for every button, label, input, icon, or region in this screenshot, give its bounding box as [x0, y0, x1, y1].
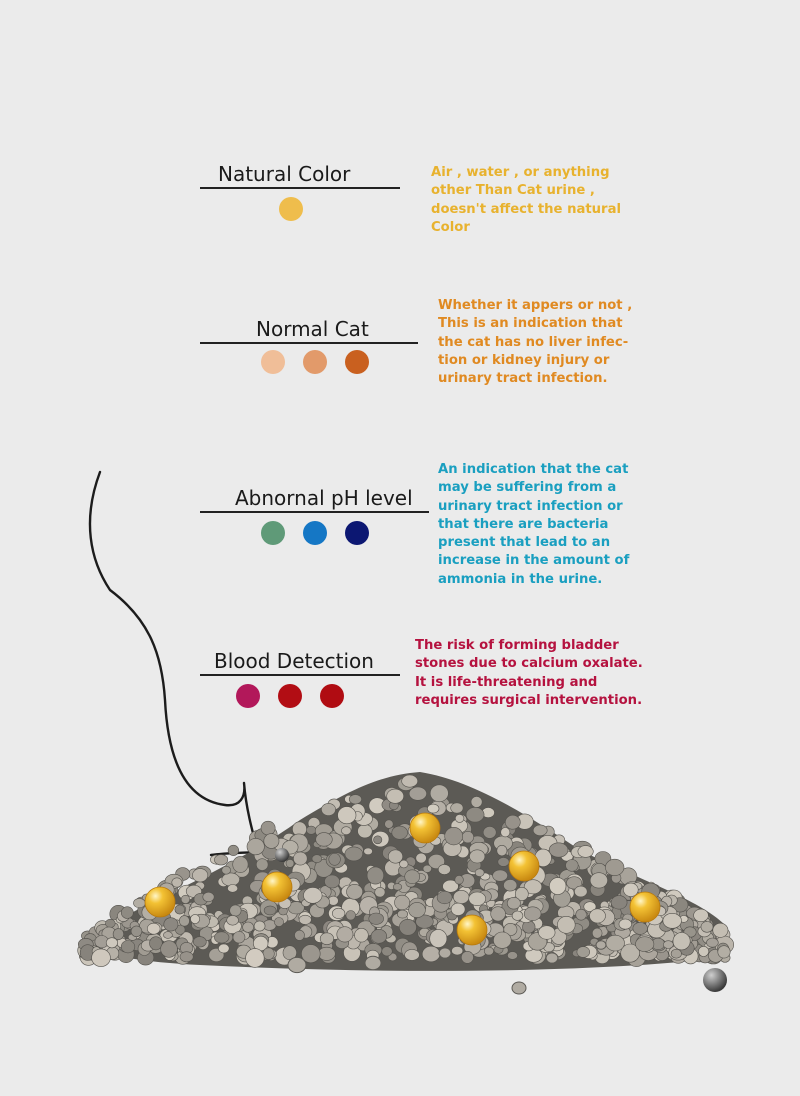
- section-title-normal-cat: Normal Cat: [256, 317, 369, 341]
- litter-granule: [539, 926, 556, 940]
- litter-granule: [222, 866, 231, 874]
- litter-granule: [427, 804, 439, 813]
- litter-granule: [227, 915, 239, 925]
- litter-granule: [264, 834, 279, 849]
- litter-granule: [312, 855, 322, 863]
- litter-granule: [92, 949, 111, 967]
- litter-granule: [430, 929, 447, 947]
- litter-granule: [619, 919, 632, 929]
- litter-granule: [566, 860, 579, 872]
- color-swatch: [345, 521, 369, 545]
- litter-granule: [471, 796, 482, 807]
- litter-granule: [498, 857, 509, 866]
- litter-granule: [453, 890, 469, 903]
- litter-granule: [191, 914, 200, 923]
- litter-granule: [611, 896, 627, 910]
- litter-granule: [349, 795, 361, 804]
- litter-granule: [295, 930, 305, 940]
- litter-granule: [338, 807, 356, 824]
- litter-granule: [264, 906, 276, 915]
- litter-granule: [385, 820, 394, 829]
- litter-granule: [524, 907, 541, 921]
- litter-granule: [337, 927, 353, 942]
- color-swatch: [303, 521, 327, 545]
- litter-granule: [228, 885, 238, 893]
- section-description: An indication that the cat may be suffering from a urinary tract infection or that there are bacteria present that lead to an increase in the amount of ammonia in the urine.: [438, 462, 630, 587]
- litter-granule: [316, 833, 333, 847]
- litter-granule: [461, 951, 473, 963]
- section-description: The risk of forming bladder stones due to calcium oxalate. It is life-threatening and requires surgical intervention.: [415, 638, 643, 708]
- litter-granule: [358, 824, 373, 838]
- litter-granule: [306, 826, 316, 834]
- litter-granule: [318, 947, 335, 960]
- litter-granule: [365, 956, 381, 970]
- litter-granule: [475, 869, 484, 877]
- litter-granule: [497, 845, 507, 856]
- litter-granule: [578, 846, 593, 858]
- litter-granule: [214, 932, 229, 943]
- section-title-abnormal-ph-level: Abnornal pH level: [235, 486, 413, 510]
- section-divider: [200, 187, 400, 189]
- litter-granule: [325, 875, 340, 888]
- litter-granule: [113, 929, 124, 940]
- litter-granule: [484, 947, 493, 955]
- litter-granule: [713, 923, 728, 937]
- litter-granule: [341, 827, 351, 835]
- litter-granule: [623, 883, 638, 896]
- section-description: Air , water , or anything other Than Cat urine , doesn't affect the natural Color: [431, 165, 621, 235]
- litter-granule: [175, 905, 185, 914]
- litter-granule: [673, 933, 690, 950]
- litter-granule: [592, 928, 602, 938]
- litter-granule: [636, 937, 654, 952]
- litter-granule: [422, 946, 440, 962]
- litter-granule: [375, 887, 385, 897]
- litter-granule: [596, 941, 606, 950]
- litter-granule: [707, 938, 719, 947]
- litter-granule: [445, 827, 463, 845]
- litter-granule: [392, 826, 408, 839]
- litter-granule: [247, 838, 264, 854]
- litter-granule: [164, 918, 178, 931]
- litter-granule: [663, 913, 682, 928]
- litter-granule: [105, 919, 115, 927]
- litter-granule: [409, 902, 426, 917]
- litter-granule: [304, 888, 323, 904]
- litter-granule: [663, 941, 673, 949]
- litter-granule: [246, 949, 265, 968]
- litter-granule: [493, 870, 508, 881]
- litter-granule: [254, 921, 265, 931]
- litter-granule: [222, 873, 240, 886]
- litter-granule: [533, 825, 547, 836]
- litter-granule: [371, 929, 387, 943]
- litter-granule: [263, 948, 274, 960]
- litter-granule: [451, 903, 465, 915]
- litter-granule: [233, 856, 248, 872]
- litter-granule: [180, 952, 193, 962]
- litter-granule: [512, 911, 523, 920]
- litter-granule: [430, 785, 448, 802]
- grey-bead: [703, 968, 727, 992]
- litter-granule: [504, 880, 517, 892]
- litter-granule: [397, 910, 407, 918]
- section-divider: [200, 342, 418, 344]
- litter-granule: [134, 898, 146, 907]
- litter-granule: [405, 949, 420, 960]
- litter-granule: [347, 884, 363, 899]
- litter-granule: [203, 892, 214, 902]
- litter-granule: [230, 905, 241, 916]
- litter-granule: [452, 946, 463, 955]
- color-swatch: [261, 350, 285, 374]
- litter-granule: [192, 869, 207, 882]
- litter-granule: [299, 915, 311, 924]
- litter-granule: [214, 855, 227, 865]
- litter-granule: [374, 836, 382, 844]
- color-swatch: [278, 684, 302, 708]
- litter-granule: [606, 935, 625, 951]
- indicator-bead: [509, 851, 539, 881]
- litter-granule: [256, 859, 268, 871]
- litter-granule: [405, 870, 420, 884]
- litter-granule: [172, 878, 182, 887]
- litter-granule: [395, 895, 410, 910]
- litter-granule: [364, 848, 373, 855]
- section-divider: [200, 674, 400, 676]
- color-swatch: [320, 684, 344, 708]
- color-swatch: [303, 350, 327, 374]
- litter-granule: [718, 946, 730, 958]
- section-divider: [200, 511, 429, 513]
- litter-granule: [549, 843, 568, 857]
- litter-granule: [131, 926, 142, 937]
- litter-granule: [605, 859, 624, 875]
- litter-granule: [491, 907, 506, 921]
- color-swatch: [279, 197, 303, 221]
- litter-granule: [288, 957, 306, 972]
- litter-granule: [106, 938, 117, 948]
- litter-granule: [193, 937, 206, 947]
- litter-granule: [590, 909, 606, 923]
- litter-granule: [121, 907, 133, 919]
- litter-granule: [462, 831, 474, 843]
- litter-granule: [228, 845, 239, 855]
- litter-granule: [455, 875, 464, 884]
- litter-granule: [455, 814, 464, 822]
- litter-granule: [557, 916, 575, 933]
- litter-granule: [345, 847, 363, 861]
- litter-granule: [507, 897, 520, 909]
- color-swatch: [236, 684, 260, 708]
- litter-granule: [574, 886, 587, 897]
- litter-granule: [470, 850, 485, 863]
- litter-granule: [439, 948, 451, 958]
- litter-granule: [243, 922, 254, 932]
- color-swatch: [345, 350, 369, 374]
- litter-granule: [286, 859, 294, 867]
- indicator-bead: [630, 892, 660, 922]
- litter-granule: [218, 944, 229, 953]
- litter-granule: [501, 828, 510, 837]
- litter-granule: [382, 947, 393, 956]
- litter-granule: [329, 853, 341, 865]
- section-description: Whether it appers or not , This is an indication that the cat has no liver infec- tion or kidney injury or urinary tract infection.: [438, 298, 633, 387]
- indicator-bead: [457, 915, 487, 945]
- litter-granule: [181, 895, 190, 903]
- litter-granule: [161, 941, 178, 958]
- litter-granule: [399, 919, 416, 935]
- litter-granule: [577, 947, 590, 958]
- litter-granule: [633, 922, 648, 934]
- litter-granule: [701, 922, 713, 933]
- indicator-bead: [262, 872, 292, 902]
- litter-granule: [469, 892, 486, 906]
- litter-granule: [121, 941, 135, 953]
- litter-granule: [320, 933, 333, 945]
- litter-granule: [387, 789, 404, 803]
- litter-granule: [694, 909, 709, 922]
- litter-granule: [466, 807, 484, 822]
- litter-granule: [546, 953, 558, 963]
- litter-granule: [147, 923, 160, 934]
- litter-granule: [590, 873, 607, 888]
- litter-granule: [409, 787, 426, 800]
- litter-granule: [321, 803, 335, 815]
- litter-granule: [698, 946, 708, 956]
- color-swatch: [261, 521, 285, 545]
- indicator-bead: [410, 813, 440, 843]
- section-title-blood-detection: Blood Detection: [214, 649, 374, 673]
- litter-granule: [671, 949, 681, 958]
- litter-granule: [355, 928, 369, 942]
- litter-granule: [438, 864, 450, 874]
- litter-granule: [179, 916, 189, 927]
- litter-granule: [388, 850, 402, 863]
- litter-granule: [416, 853, 427, 863]
- litter-granule: [507, 952, 517, 960]
- indicator-bead: [145, 887, 175, 917]
- litter-granule: [369, 913, 384, 924]
- litter-granule: [367, 867, 384, 884]
- litter-granule: [233, 932, 245, 944]
- litter-granule: [423, 865, 432, 872]
- litter-granule: [402, 775, 418, 787]
- litter-granule: [493, 932, 511, 948]
- litter-granule: [483, 826, 496, 838]
- litter-granule: [512, 982, 526, 994]
- litter-granule: [293, 852, 307, 865]
- litter-granule: [393, 884, 402, 891]
- litter-granule: [163, 932, 172, 939]
- litter-granule: [576, 909, 587, 920]
- litter-granule: [451, 803, 463, 813]
- litter-granule: [437, 891, 452, 904]
- grey-bead: [275, 848, 289, 862]
- litter-granule: [549, 878, 566, 895]
- litter-granule: [261, 821, 275, 835]
- litter-granule: [274, 918, 283, 927]
- section-title-natural-color: Natural Color: [218, 162, 351, 186]
- litter-granule: [346, 911, 356, 921]
- litter-granule: [505, 815, 520, 829]
- litter-granule: [332, 908, 345, 918]
